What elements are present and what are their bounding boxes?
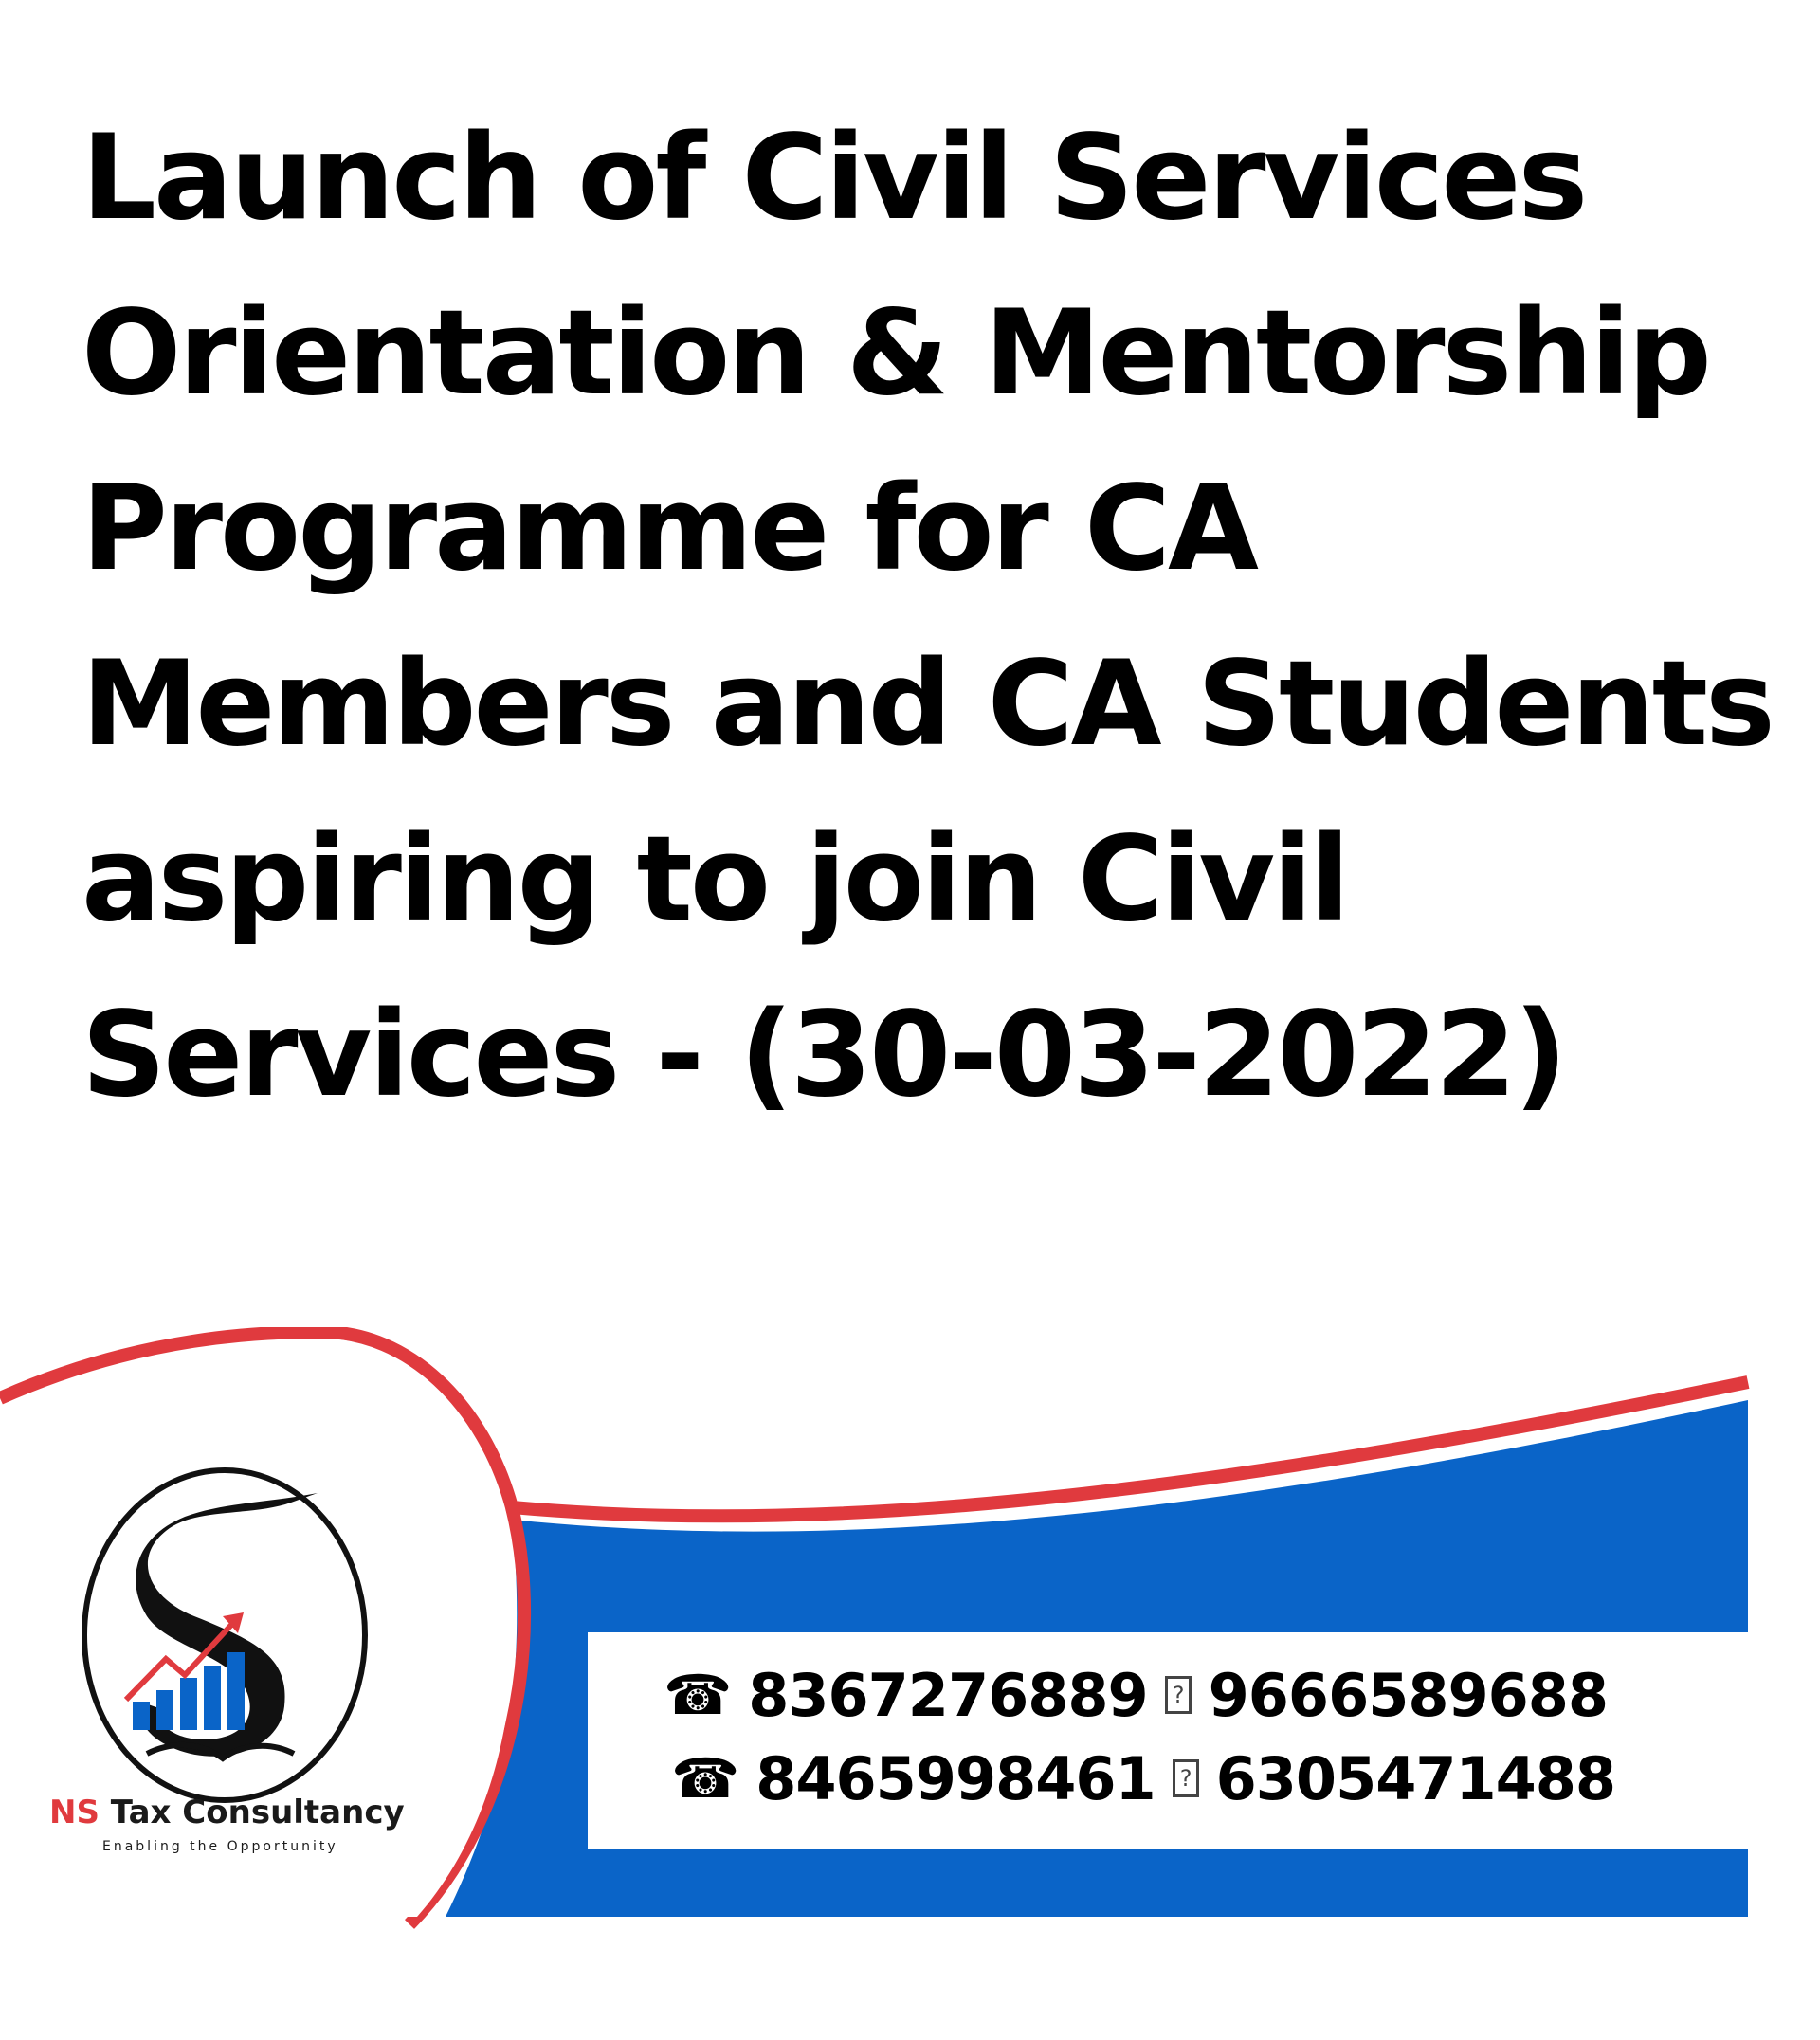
- headline-line-6: Services - (30-03-2022): [82, 987, 1565, 1123]
- brand-tagline: Enabling the Opportunity: [102, 1839, 338, 1854]
- headline-line-3: Programme for CA: [82, 461, 1256, 597]
- telephone-icon: ☎: [671, 1746, 739, 1811]
- headline-line-5: aspiring to join Civil: [82, 811, 1348, 948]
- headline-line-4: Members and CA Students: [82, 636, 1773, 773]
- headline-line-1: Launch of Civil Services: [82, 110, 1586, 246]
- phone-row-1: [664, 1657, 1608, 1733]
- ns-s-logo-icon: [81, 1465, 370, 1806]
- phone-number-4: 6305471488: [1215, 1743, 1616, 1813]
- brand-rest: Tax Consultancy: [99, 1794, 405, 1831]
- contact-panel: [588, 1632, 1748, 1849]
- telephone-icon: ☎: [664, 1663, 732, 1727]
- headline-line-2: Orientation & Mentorship: [82, 285, 1709, 422]
- brand-ns: NS: [49, 1794, 100, 1831]
- phone-row-2: [671, 1740, 1615, 1816]
- separator-glyph-icon: ?: [1173, 1759, 1199, 1797]
- phone-number-3: 8465998461: [755, 1743, 1156, 1813]
- phone-number-1: 8367276889: [748, 1660, 1148, 1730]
- headline: [82, 91, 1788, 1143]
- phone-number-2: 9666589688: [1208, 1660, 1609, 1730]
- separator-glyph-icon: ?: [1165, 1676, 1192, 1714]
- brand-name: [49, 1794, 428, 1831]
